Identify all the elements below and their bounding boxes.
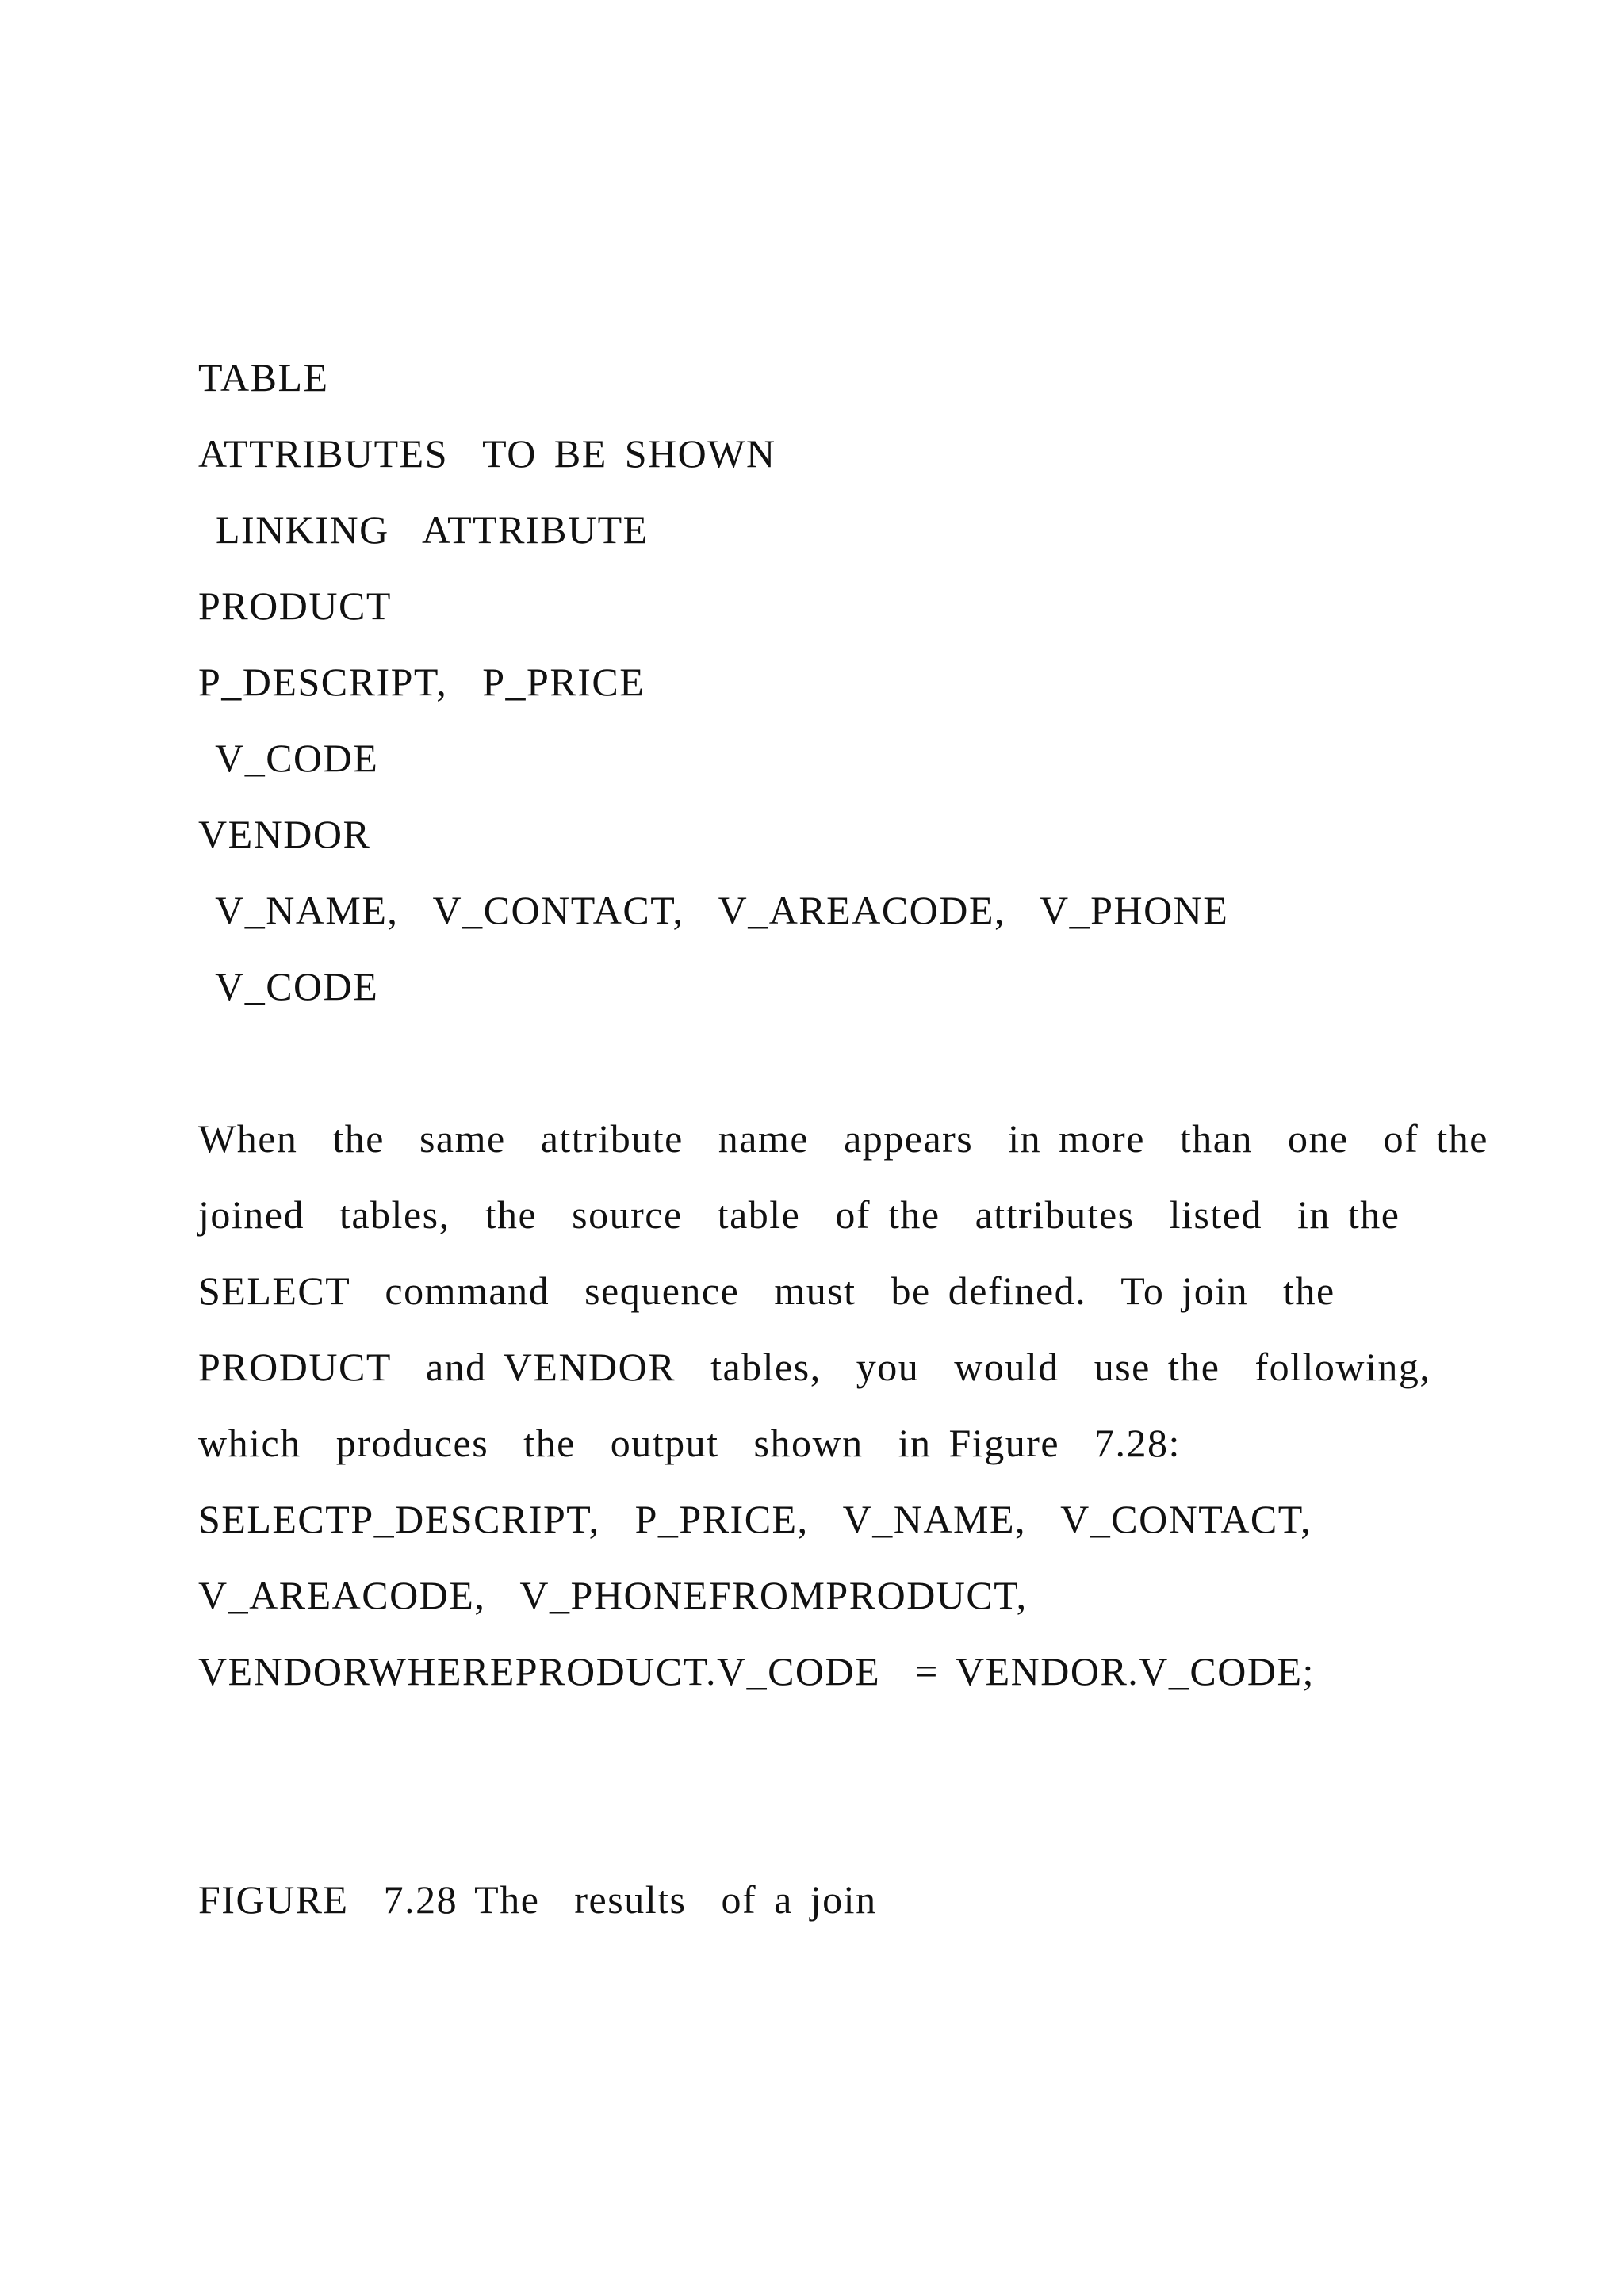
figure-caption: FIGURE 7.28 The results of a join [198,1877,877,1922]
sql-line: V_AREACODE, V_PHONEFROMPRODUCT, [198,1573,1028,1617]
paragraph-line: PRODUCT and VENDOR tables, you would use the following, [198,1345,1431,1389]
paragraph-line: joined tables, the source table of the attributes listed in the [198,1192,1400,1237]
paragraph-line: When the same attribute name appears in more than one of the [198,1116,1488,1161]
paragraph-line: SELECT command sequence must be defined. To join the [198,1269,1335,1313]
table-line-attributes-header: ATTRIBUTES TO BE SHOWN [198,431,776,476]
table-line-product-link: V_CODE [198,736,379,780]
table-line-vendor-link: V_CODE [198,964,379,1008]
table-line-product: PRODUCT [198,584,392,628]
sql-line: VENDORWHEREPRODUCT.V_CODE = VENDOR.V_CODE; [198,1649,1315,1693]
table-line-vendor-attributes: V_NAME, V_CONTACT, V_AREACODE, V_PHONE [198,888,1229,932]
table-line-vendor: VENDOR [198,812,371,856]
sql-line: SELECTP_DESCRIPT, P_PRICE, V_NAME, V_CONTACT, [198,1497,1312,1541]
table-line-product-attributes: P_DESCRIPT, P_PRICE [198,660,645,704]
paragraph-line: which produces the output shown in Figure 7.28: [198,1421,1181,1465]
table-line-linking-header: LINKING ATTRIBUTE [198,507,649,552]
table-line-table-header: TABLE [198,355,329,400]
